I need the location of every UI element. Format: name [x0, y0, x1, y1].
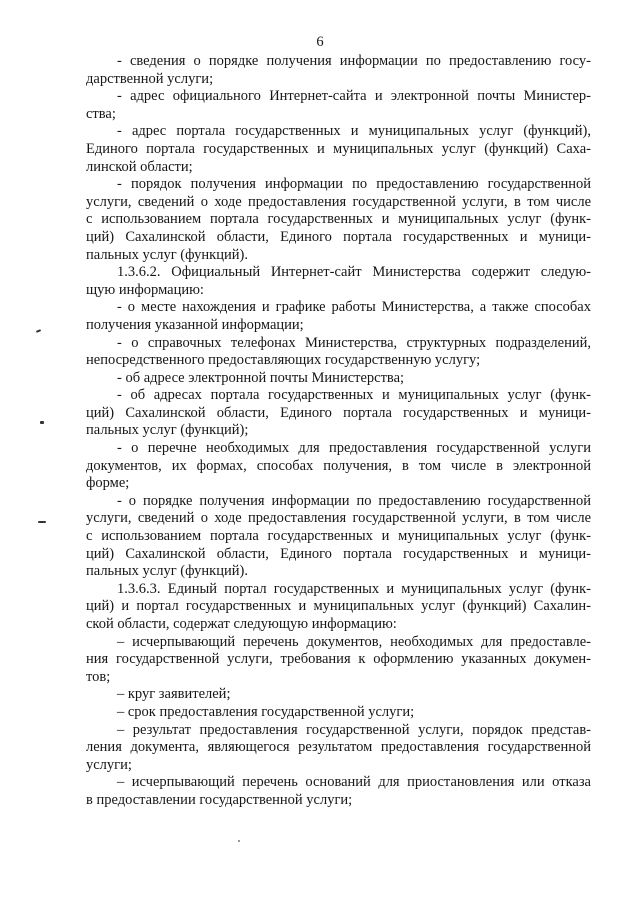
text-line: линской области; — [86, 158, 193, 175]
text-line: 1.3.6.2. Официальный Интернет-сайт Министерства содержит следую- — [117, 264, 591, 281]
paragraph — [86, 440, 591, 493]
paragraph — [86, 774, 591, 809]
text-line: щую информацию: — [86, 281, 204, 298]
text-line: 1.3.6.3. Единый портал государственных и муниципальных услуг (функ- — [117, 580, 591, 597]
text-line: ций) Сахалинской области, Единого портала государственных и муници- — [86, 404, 591, 421]
text-line: ций) Сахалинской области, Единого портала государственных и муници- — [86, 545, 591, 562]
text-line: документов, их формах, способах получения, в том числе в электронной — [86, 457, 591, 474]
text-line: – исчерпывающий перечень документов, необходимых для предоставле- — [117, 633, 591, 650]
text-line: дарственной услуги; — [86, 70, 214, 87]
paragraph — [86, 123, 591, 176]
paragraph — [86, 387, 591, 440]
scan-speck — [36, 329, 41, 333]
text-line: - о справочных телефонах Министерства, структурных подразделений, — [117, 334, 591, 351]
text-line: - о перечне необходимых для предоставления государственной услуги — [117, 440, 591, 457]
paragraph — [86, 176, 591, 264]
text-line: - сведения о порядке получения информации по предоставлению госу- — [117, 53, 591, 69]
text-line: услуги, сведений о ходе предоставления государственной услуги, в том числе — [86, 510, 591, 527]
paragraph — [86, 334, 591, 370]
paragraph — [86, 264, 591, 299]
paragraph — [86, 53, 591, 88]
paragraph — [86, 580, 591, 634]
text-line: пальных услуг (функций). — [86, 563, 248, 580]
text-line: услуги; — [86, 756, 132, 773]
text-line: тов; — [86, 668, 111, 685]
text-line: - об адресе электронной почты Министерства; — [117, 369, 405, 386]
text-line: с использованием портала государственных и муниципальных услуг (функ- — [86, 528, 591, 545]
document-body — [86, 53, 591, 810]
text-line: услуги, сведений о ходе предоставления государственной услуги, в том числе — [86, 193, 591, 210]
paragraph — [86, 492, 591, 581]
text-line: в предоставлении государственной услуги; — [86, 791, 353, 808]
text-line: - об адресах портала государственных и муниципальных услуг (функ- — [117, 387, 591, 404]
text-line: ской области, содержат следующую информацию: — [86, 616, 397, 632]
text-line: – круг заявителей; — [117, 686, 231, 703]
text-line: с использованием портала государственных и муниципальных услуг (функ- — [86, 211, 591, 228]
text-line: Единого портала государственных и муниципальных услуг (функций) Саха- — [86, 140, 591, 157]
text-line: ления документа, являющегося результатом предоставления государственной — [86, 739, 591, 756]
text-line: - о порядке получения информации по предоставлению государственной — [117, 492, 591, 509]
paragraph — [86, 721, 591, 775]
paragraph — [86, 299, 591, 334]
scan-speck — [238, 840, 240, 842]
text-line: - порядок получения информации по предоставлению государственной — [117, 176, 591, 193]
text-line: непосредственного предоставляющих государственную услугу; — [86, 352, 481, 369]
scan-speck — [40, 421, 44, 424]
text-line: ства; — [86, 105, 116, 122]
text-line: ций) Сахалинской области, Единого портала государственных и муници- — [86, 228, 591, 245]
text-line: – результат предоставления государственной услуги, порядок представ- — [117, 721, 591, 738]
page-number: 6 — [316, 34, 324, 50]
text-line: - адрес портала государственных и муниципальных услуг (функций), — [117, 123, 591, 140]
paragraph — [117, 704, 591, 722]
paragraph — [117, 686, 591, 704]
text-line: пальных услуг (функций). — [86, 246, 248, 263]
text-line: – срок предоставления государственной услуги; — [117, 703, 415, 720]
text-line: ций) и портал государственных и муниципальных услуг (функций) Сахалин- — [86, 598, 591, 615]
paragraph — [117, 370, 591, 388]
text-line: форме; — [86, 475, 130, 492]
text-line: пальных услуг (функций); — [86, 422, 249, 439]
scan-speck — [38, 521, 46, 523]
text-line: - о месте нахождения и графике работы Министерства, а также способах — [117, 299, 591, 316]
paragraph — [86, 633, 591, 687]
paragraph — [86, 88, 591, 123]
text-line: ния государственной услуги, требования к оформлению указанных докумен- — [86, 651, 591, 668]
text-line: - адрес официального Интернет-сайта и электронной почты Министер- — [117, 88, 591, 105]
text-line: – исчерпывающий перечень оснований для приостановления или отказа — [117, 774, 591, 791]
text-line: получения указанной информации; — [86, 316, 304, 333]
